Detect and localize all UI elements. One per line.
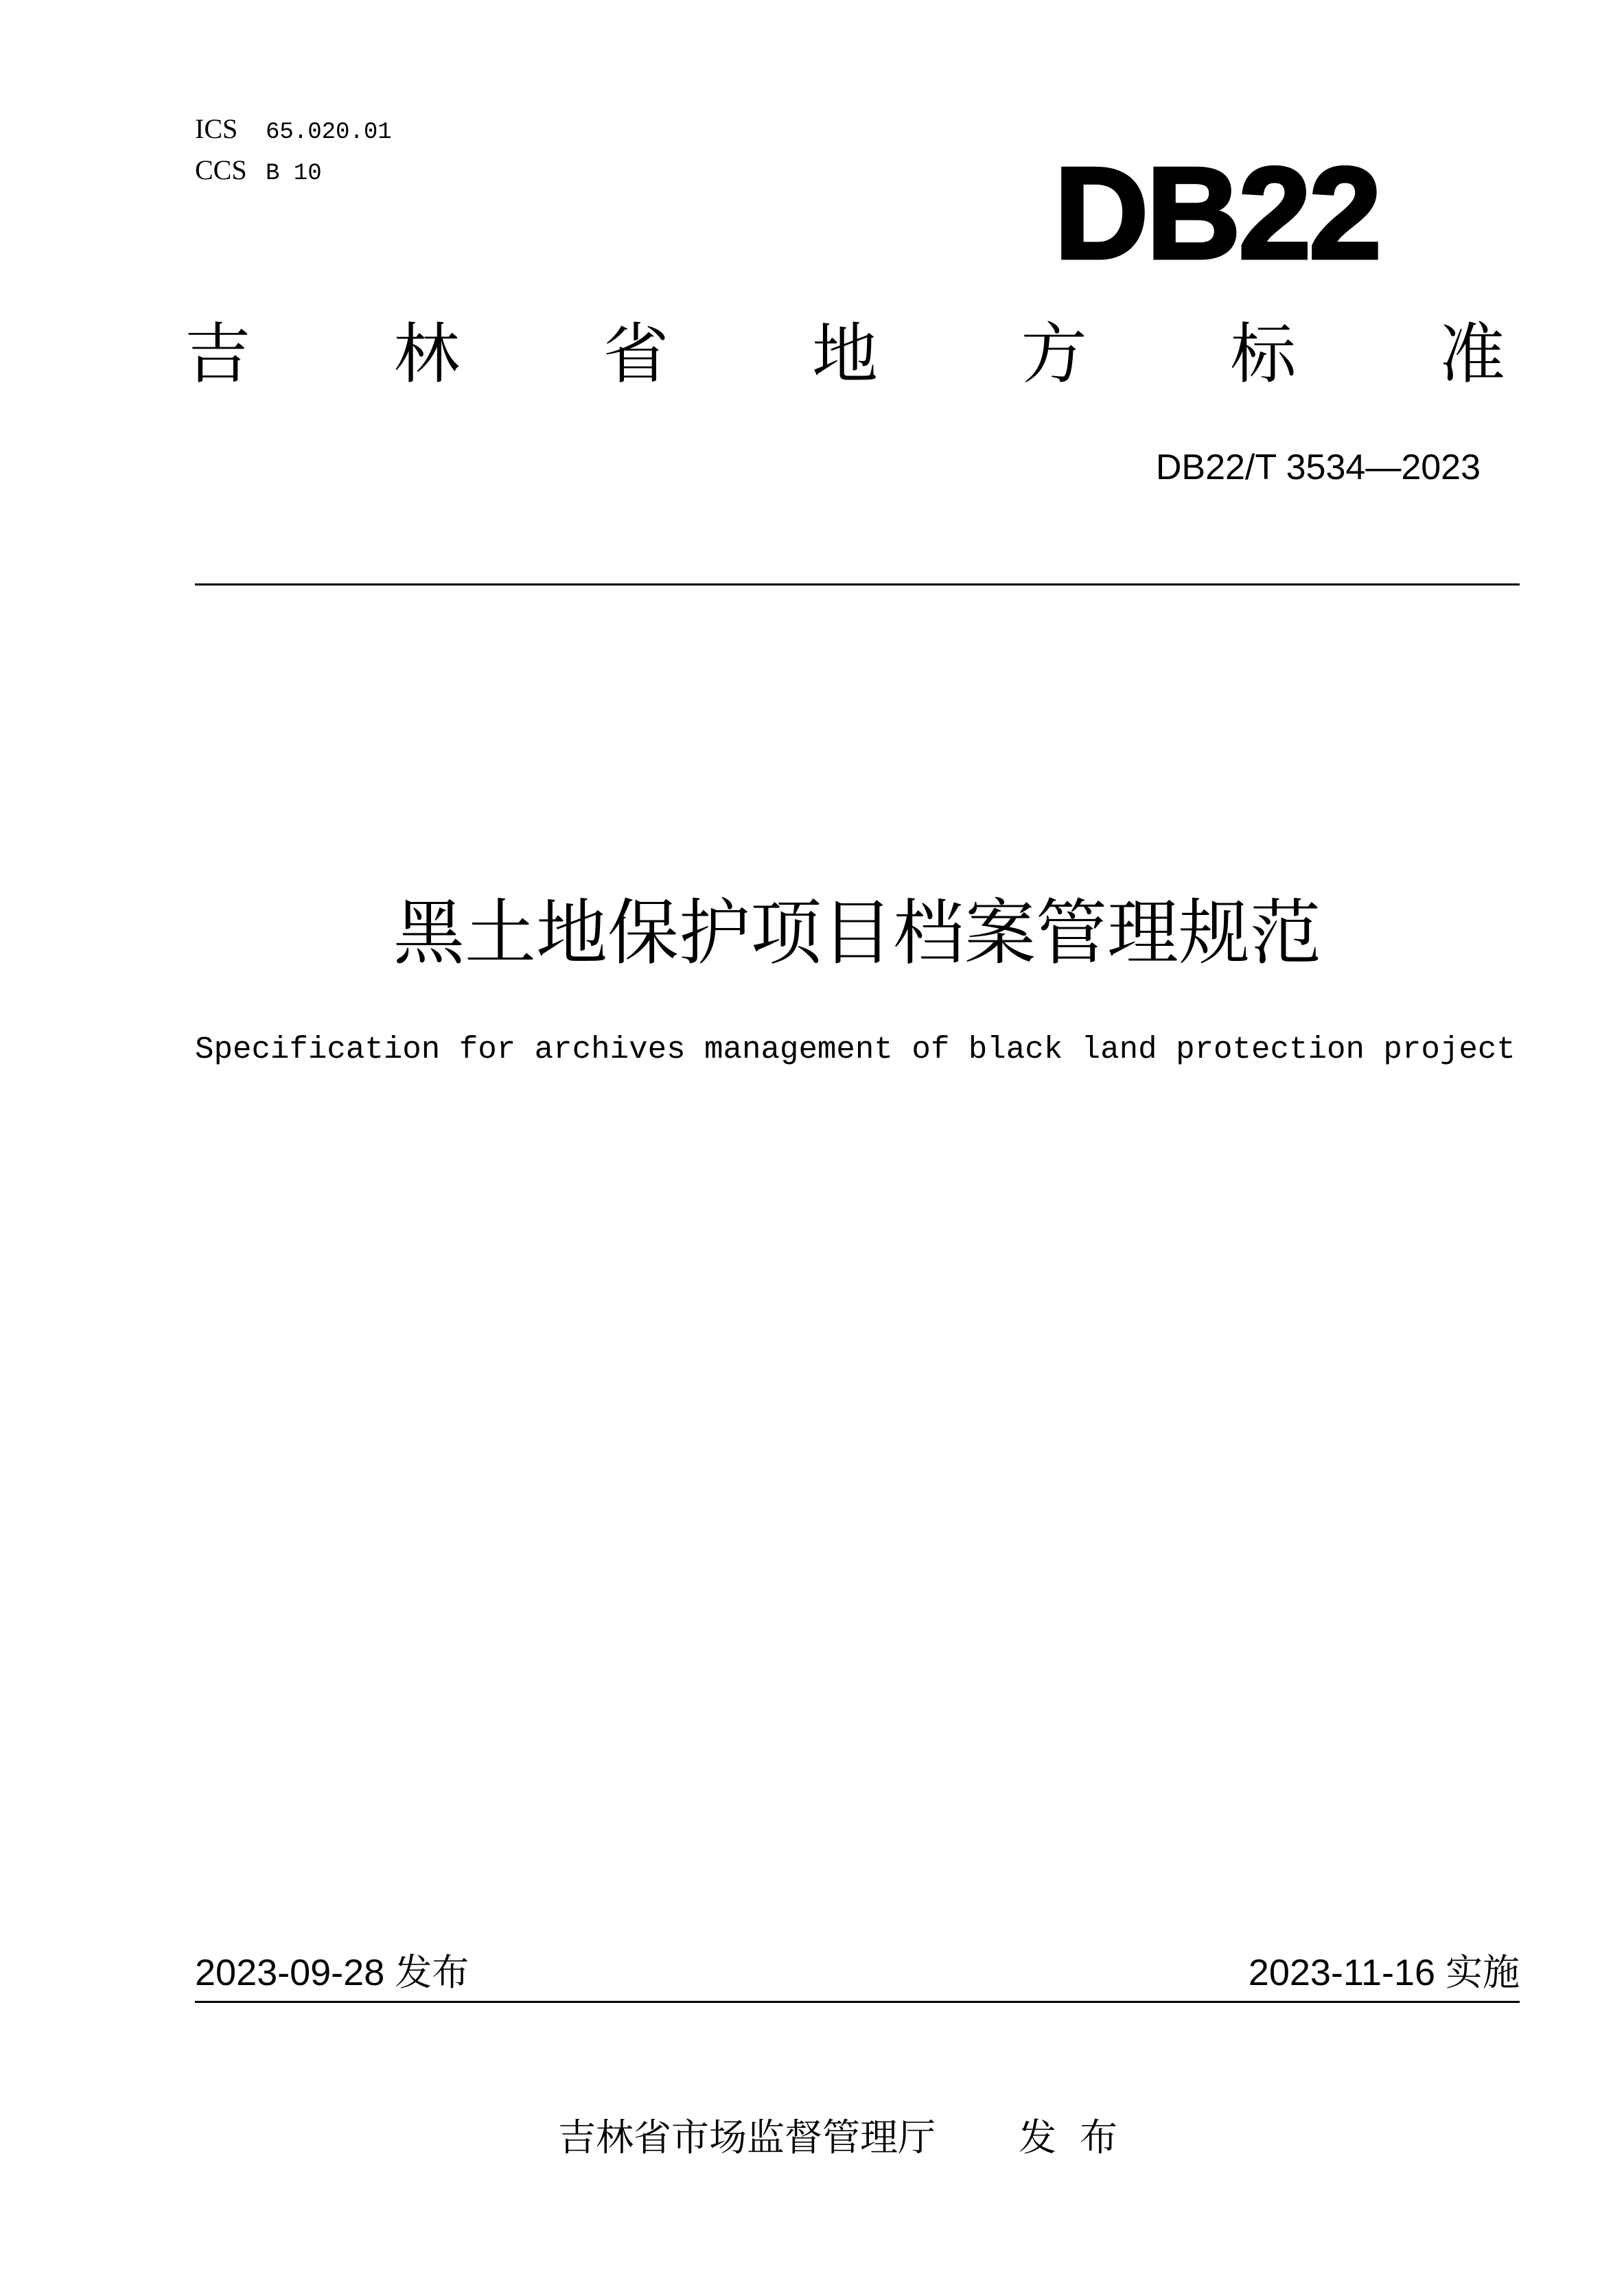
publisher-name: 吉林省市场监督管理厅	[558, 2115, 936, 2159]
publish-date: 2023-09-28 发布	[195, 1952, 469, 1993]
dates-row	[195, 1954, 1520, 1991]
publish-label: 发 布	[1019, 2115, 1117, 2159]
header-divider	[195, 583, 1520, 585]
ccs-label: CCS	[195, 154, 247, 185]
document-title-en: Specification for archives management of black land protection project	[195, 1032, 1516, 1067]
ics-row	[195, 115, 392, 144]
ccs-code: B 10	[266, 161, 322, 187]
db22-logo: DB22	[1054, 141, 1380, 286]
ccs-row	[195, 156, 322, 185]
implement-date: 2023-11-16 实施	[1248, 1952, 1520, 1993]
document-title-zh: 黑土地保护项目档案管理规范	[393, 891, 1321, 975]
ics-code: 65.020.01	[266, 119, 392, 146]
standard-type-title: 吉 林 省 地 方 标 准	[185, 316, 1505, 393]
date-divider	[195, 2001, 1520, 2003]
standard-number: DB22/T 3534—2023	[1155, 448, 1481, 487]
ics-label: ICS	[195, 113, 238, 144]
